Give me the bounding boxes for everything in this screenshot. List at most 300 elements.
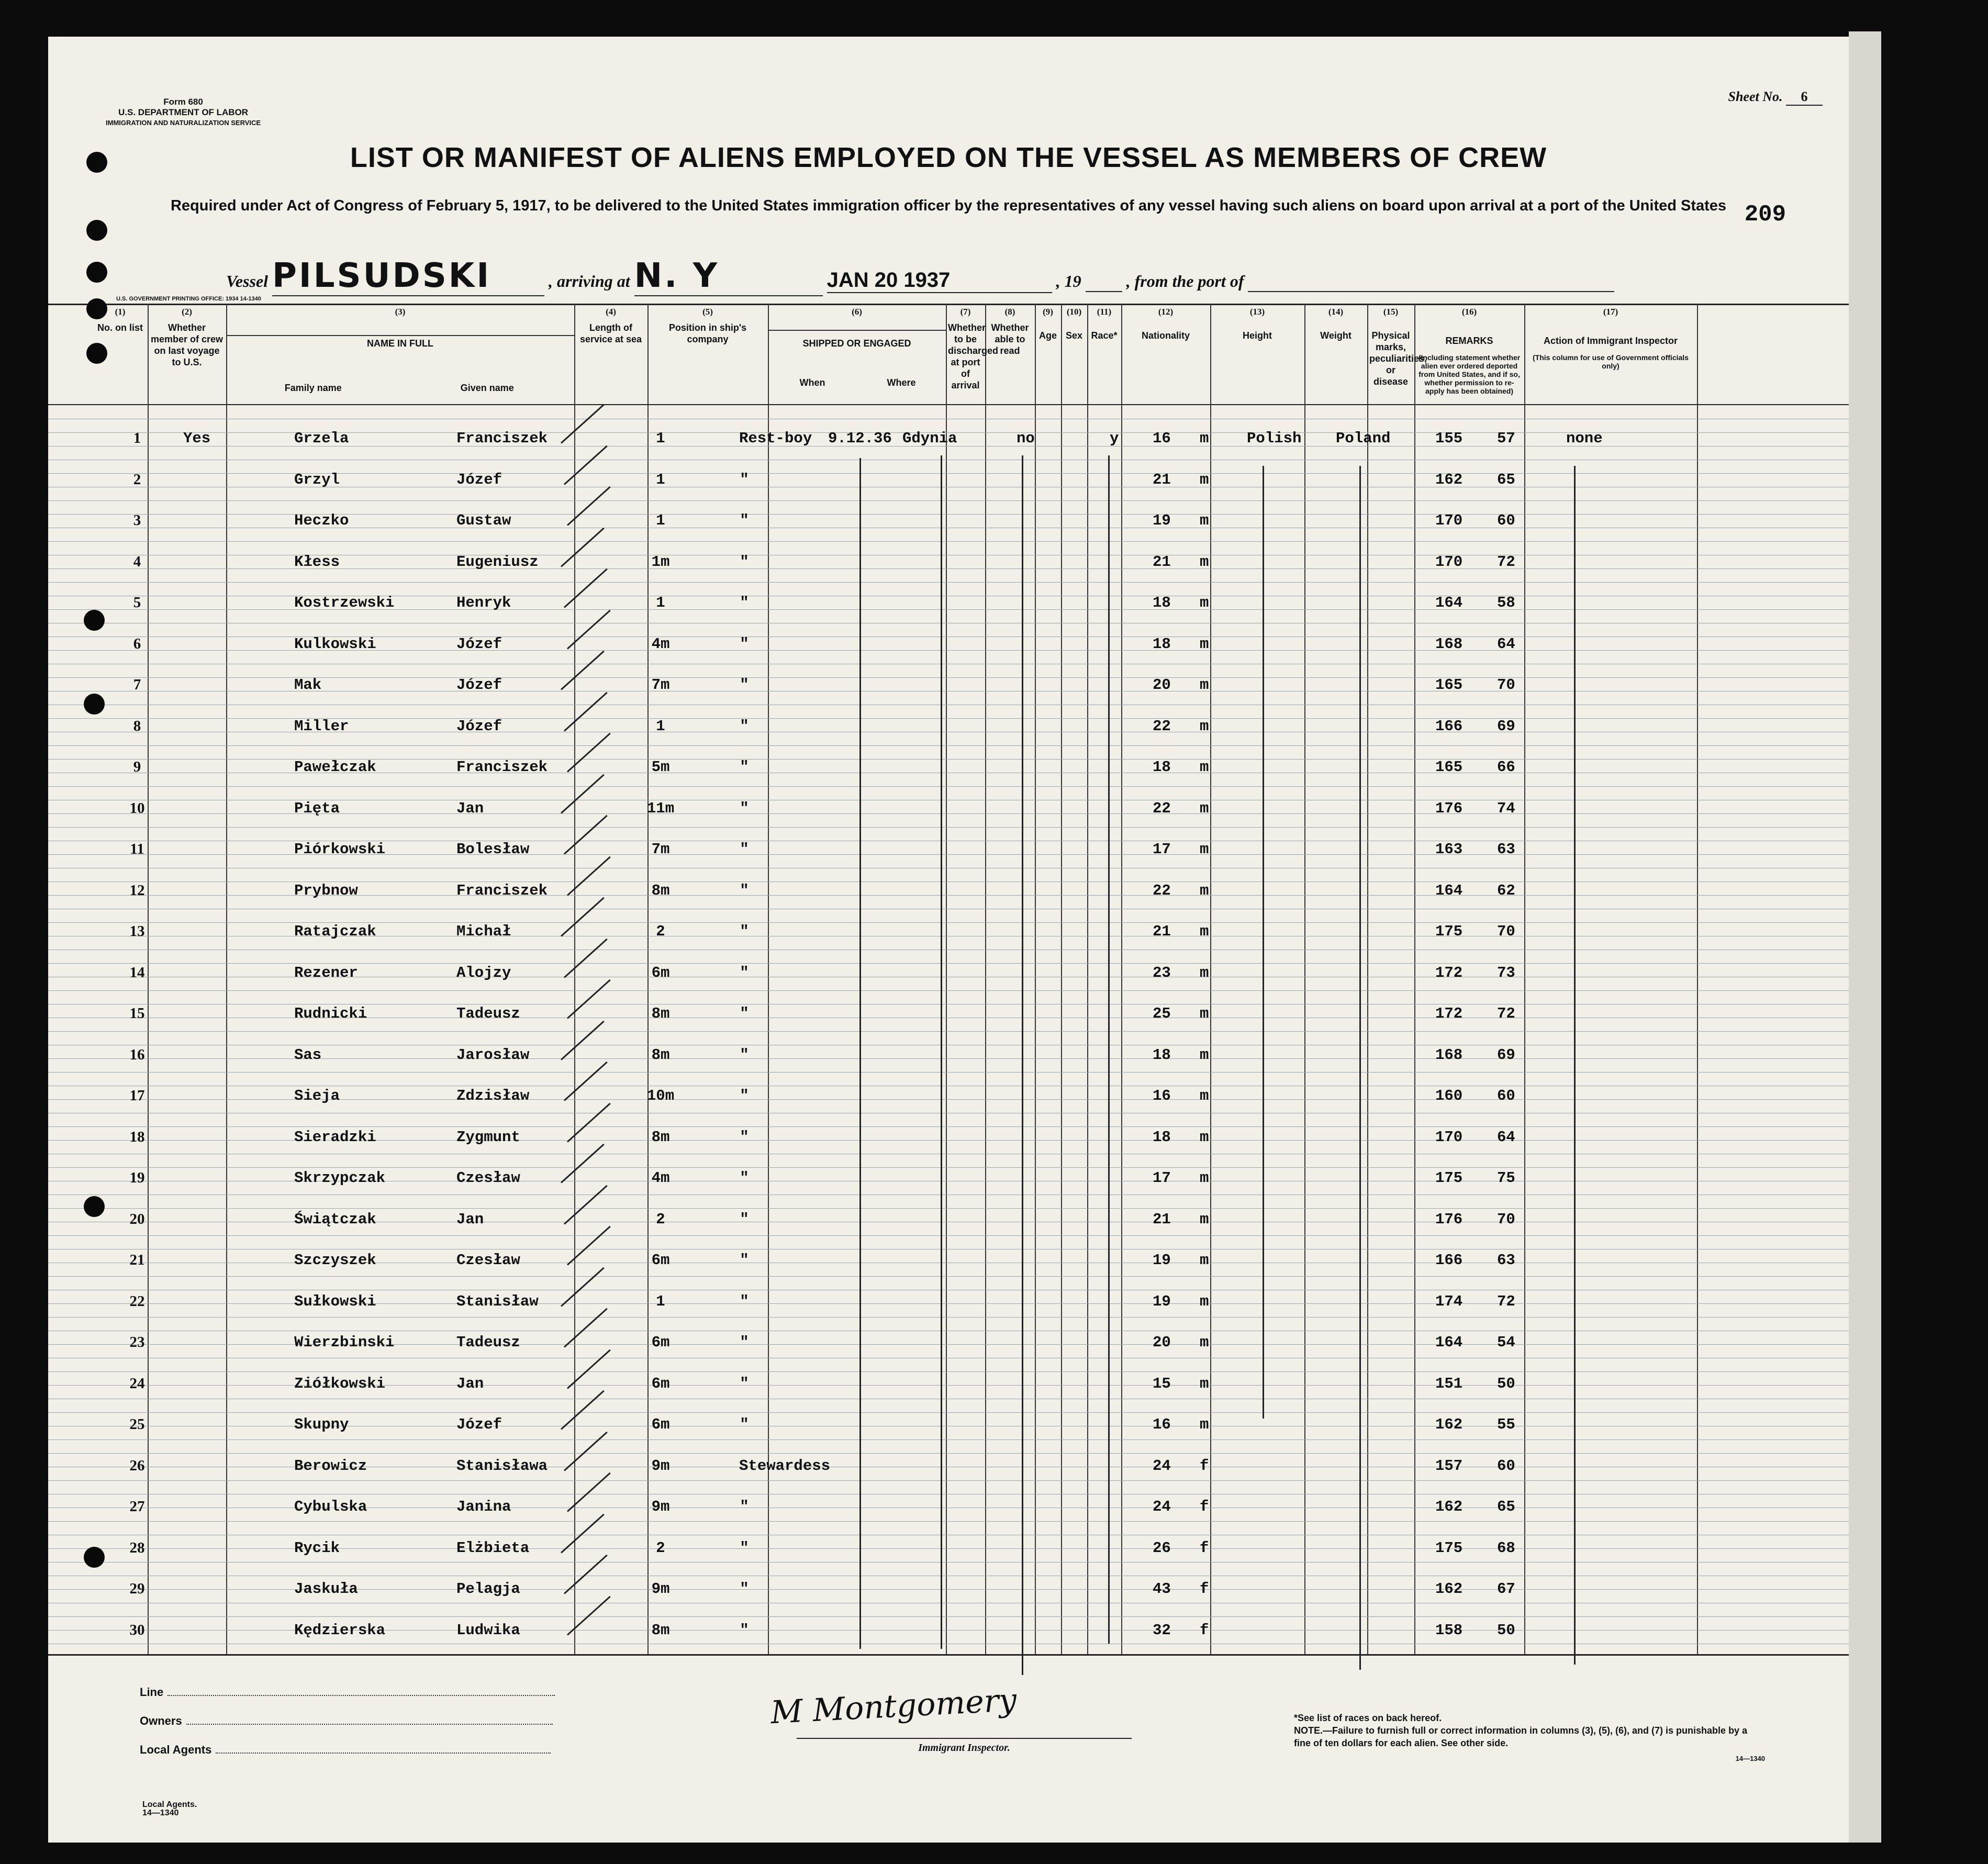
cell-weight: 65 xyxy=(1497,1498,1515,1515)
cell-given: Józef xyxy=(456,471,502,488)
table-row xyxy=(48,498,1849,539)
column-header: Whether able to read xyxy=(991,322,1029,356)
cell-weight: 60 xyxy=(1497,512,1515,529)
table-row xyxy=(48,991,1849,1032)
page-edge xyxy=(1849,31,1881,1843)
cell-age: 21 xyxy=(1153,1210,1171,1228)
cell-family: Cybulska xyxy=(294,1498,367,1515)
cell-no: 17 xyxy=(129,1087,145,1104)
cell-service: 1 xyxy=(656,717,665,735)
cell-given: Tadeusz xyxy=(456,1005,520,1022)
cell-family: Pięta xyxy=(294,799,340,817)
cell-height: 162 xyxy=(1435,1498,1463,1515)
cell-height: 160 xyxy=(1435,1087,1463,1104)
cell-service: 8m xyxy=(651,1046,670,1064)
sheet-number-value: 6 xyxy=(1786,89,1823,106)
cell-service: 6m xyxy=(651,1375,670,1392)
cell-no: 10 xyxy=(129,799,145,817)
cell-age: 16 xyxy=(1153,1416,1171,1433)
cell-sex: m xyxy=(1200,758,1209,776)
column-number: (6) xyxy=(852,307,862,317)
manifest-sheet xyxy=(48,37,1849,1843)
cell-service: 1 xyxy=(656,430,665,447)
cell-weight: 70 xyxy=(1497,1210,1515,1228)
binder-hole xyxy=(84,610,105,631)
cell-height: 170 xyxy=(1435,512,1463,529)
cell-age: 18 xyxy=(1153,758,1171,776)
cell-height: 162 xyxy=(1435,1416,1463,1433)
cell-position: " xyxy=(740,594,749,611)
cell-height: 176 xyxy=(1435,1210,1463,1228)
column-header: Whether to be discharged at port of arrival xyxy=(948,322,999,390)
column-subheader: Given name xyxy=(460,383,514,393)
cell-family: Rycik xyxy=(294,1539,340,1557)
ditto-line xyxy=(941,455,942,1649)
cell-position: " xyxy=(740,799,749,817)
ditto-line xyxy=(1359,466,1361,1670)
binder-hole xyxy=(86,220,107,241)
table-row xyxy=(48,1361,1849,1402)
cell-sex: m xyxy=(1200,1375,1209,1392)
cell-height: 176 xyxy=(1435,799,1463,817)
cell-family: Ratajczak xyxy=(294,923,376,940)
cell-weight: 66 xyxy=(1497,758,1515,776)
cell-sex: m xyxy=(1200,676,1209,694)
cell-age: 18 xyxy=(1153,1046,1171,1064)
ditto-line xyxy=(1574,466,1576,1665)
stamped-page-number: 209 xyxy=(1744,202,1786,228)
column-number: (10) xyxy=(1066,307,1082,317)
cell-position: " xyxy=(740,1621,749,1639)
cell-service: 2 xyxy=(656,923,665,940)
cell-age: 20 xyxy=(1153,1334,1171,1351)
line-field xyxy=(140,1686,555,1699)
table-row xyxy=(48,704,1849,745)
table-row xyxy=(48,1320,1849,1361)
cell-when: 9.12.36 xyxy=(828,430,892,447)
cell-position: " xyxy=(740,1292,749,1310)
cell-service: 1 xyxy=(656,1292,665,1310)
cell-given: Jan xyxy=(456,1210,484,1228)
cell-voyage: Yes xyxy=(183,430,211,447)
cell-height: 165 xyxy=(1435,676,1463,694)
cell-given: Czesław xyxy=(456,1252,520,1269)
cell-family: Sieja xyxy=(294,1087,340,1104)
cell-given: Janina xyxy=(456,1498,511,1515)
column-number: (15) xyxy=(1383,307,1399,317)
cell-height: 175 xyxy=(1435,923,1463,940)
cell-age: 23 xyxy=(1153,964,1171,981)
cell-height: 166 xyxy=(1435,1252,1463,1269)
cell-weight: 60 xyxy=(1497,1087,1515,1104)
table-row xyxy=(48,909,1849,950)
cell-sex: m xyxy=(1200,1087,1209,1104)
cell-weight: 58 xyxy=(1497,594,1515,611)
column-number: (9) xyxy=(1043,307,1053,317)
table-row xyxy=(48,1402,1849,1443)
cell-family: Sułkowski xyxy=(294,1292,376,1310)
cell-sex: m xyxy=(1200,1046,1209,1064)
vessel-line xyxy=(226,256,1614,296)
cell-no: 13 xyxy=(129,923,145,940)
cell-given: Czesław xyxy=(456,1169,520,1187)
cell-no: 27 xyxy=(129,1498,145,1515)
cell-family: Rudnicki xyxy=(294,1005,367,1022)
cell-family: Kędzierska xyxy=(294,1621,386,1639)
cell-service: 6m xyxy=(651,1416,670,1433)
cell-family: Sas xyxy=(294,1046,322,1064)
cell-given: Józef xyxy=(456,1416,502,1433)
cell-age: 21 xyxy=(1153,923,1171,940)
table-row xyxy=(48,1608,1849,1649)
footnotes xyxy=(1294,1712,1765,1765)
column-number: (11) xyxy=(1097,307,1112,317)
cell-no: 11 xyxy=(130,841,144,857)
cell-given: Eugeniusz xyxy=(456,553,539,571)
cell-service: 1 xyxy=(656,594,665,611)
cell-sex: m xyxy=(1200,594,1209,611)
cell-height: 164 xyxy=(1435,594,1463,611)
cell-position: " xyxy=(740,841,749,858)
cell-sex: m xyxy=(1200,841,1209,858)
cell-height: 163 xyxy=(1435,841,1463,858)
cell-sex: f xyxy=(1200,1621,1209,1639)
column-number: (3) xyxy=(395,307,406,317)
owners-label: Owners xyxy=(140,1714,182,1727)
cell-sex: m xyxy=(1200,1416,1209,1433)
vessel-label: Vessel xyxy=(226,272,268,291)
cell-no: 8 xyxy=(133,717,141,734)
cell-height: 168 xyxy=(1435,1046,1463,1064)
column-header: Length of service at sea xyxy=(579,322,642,344)
cell-height: 164 xyxy=(1435,1334,1463,1351)
document-title: LIST OR MANIFEST OF ALIENS EMPLOYED ON THE VESSEL AS MEMBERS OF CREW xyxy=(350,142,1547,173)
cell-no: 3 xyxy=(133,512,141,529)
sheet-number xyxy=(1728,89,1823,106)
subheader-rule xyxy=(768,330,946,331)
binder-hole xyxy=(86,298,107,319)
cell-age: 43 xyxy=(1153,1580,1171,1598)
cell-sex: m xyxy=(1200,1210,1209,1228)
cell-position: " xyxy=(740,1539,749,1557)
cell-height: 157 xyxy=(1435,1457,1463,1475)
cell-family: Wierzbinski xyxy=(294,1334,395,1351)
cell-weight: 63 xyxy=(1497,841,1515,858)
cell-service: 8m xyxy=(651,1005,670,1022)
cell-age: 26 xyxy=(1153,1539,1171,1557)
cell-service: 2 xyxy=(656,1539,665,1557)
cell-weight: 54 xyxy=(1497,1334,1515,1351)
column-number: (12) xyxy=(1158,307,1174,317)
department-name: U.S. DEPARTMENT OF LABOR xyxy=(118,107,249,117)
bottom-stamp xyxy=(142,1801,197,1817)
cell-race: Polish xyxy=(1247,430,1302,447)
cell-sex: f xyxy=(1200,1539,1209,1557)
cell-age: 32 xyxy=(1153,1621,1171,1639)
cell-height: 162 xyxy=(1435,1580,1463,1598)
cell-no: 29 xyxy=(129,1580,145,1597)
cell-weight: 62 xyxy=(1497,881,1515,899)
cell-given: Michał xyxy=(456,923,511,940)
binder-hole xyxy=(84,1196,105,1217)
cell-given: Stanisława xyxy=(456,1457,548,1475)
cell-age: 25 xyxy=(1153,1005,1171,1022)
cell-no: 18 xyxy=(129,1128,145,1145)
cell-given: Franciszek xyxy=(456,430,548,447)
cell-family: Kulkowski xyxy=(294,635,376,653)
cell-given: Józef xyxy=(456,717,502,735)
cell-no: 4 xyxy=(133,553,141,570)
cell-weight: 69 xyxy=(1497,717,1515,735)
cell-weight: 72 xyxy=(1497,553,1515,571)
cell-no: 19 xyxy=(129,1169,145,1186)
binder-hole xyxy=(86,343,107,364)
column-number: (14) xyxy=(1328,307,1344,317)
cell-position: " xyxy=(740,1416,749,1433)
local-agents-label: Local Agents xyxy=(140,1743,212,1756)
column-number: (2) xyxy=(182,307,192,317)
cell-given: Zygmunt xyxy=(456,1128,520,1146)
cell-height: 164 xyxy=(1435,881,1463,899)
column-header: Position in ship's company xyxy=(668,322,747,344)
cell-weight: 64 xyxy=(1497,1128,1515,1146)
ditto-line xyxy=(1263,466,1264,1419)
cell-no: 2 xyxy=(133,471,141,488)
cell-sex: m xyxy=(1200,923,1209,940)
column-subheader: When xyxy=(799,377,825,388)
cell-service: 1 xyxy=(656,512,665,529)
cell-service: 6m xyxy=(651,1334,670,1351)
table-row xyxy=(48,1074,1849,1114)
column-header: Nationality xyxy=(1141,330,1190,341)
cell-family: Szczyszek xyxy=(294,1252,376,1269)
printing-office-line: U.S. GOVERNMENT PRINTING OFFICE: 1934 14-1340 xyxy=(116,296,261,302)
cell-weight: 63 xyxy=(1497,1252,1515,1269)
cell-sex: m xyxy=(1200,553,1209,571)
local-agents-field xyxy=(140,1743,551,1757)
table-row xyxy=(48,1526,1849,1567)
form-number: Form 680 xyxy=(163,97,203,107)
cell-given: Jan xyxy=(456,799,484,817)
cell-position: " xyxy=(740,1252,749,1269)
cell-given: Zdzisław xyxy=(456,1087,530,1104)
cell-service: 6m xyxy=(651,1252,670,1269)
cell-given: Stanisław xyxy=(456,1292,539,1310)
cell-family: Ziółkowski xyxy=(294,1375,386,1392)
table-row xyxy=(48,1197,1849,1238)
table-row xyxy=(48,1156,1849,1197)
cell-weight: 70 xyxy=(1497,676,1515,694)
cell-height: 158 xyxy=(1435,1621,1463,1639)
cell-age: 19 xyxy=(1153,512,1171,529)
cell-no: 5 xyxy=(133,594,141,611)
cell-given: Gustaw xyxy=(456,512,511,529)
cell-given: Bolesław xyxy=(456,841,530,858)
table-row xyxy=(48,581,1849,621)
binder-hole xyxy=(84,1547,105,1568)
cell-sex: m xyxy=(1200,1128,1209,1146)
line-label: Line xyxy=(140,1686,164,1699)
cell-sex: m xyxy=(1200,512,1209,529)
cell-family: Kostrzewski xyxy=(294,594,395,611)
inspector-signature: M Montgomery xyxy=(769,1681,1018,1732)
table-row xyxy=(48,416,1849,457)
cell-height: 174 xyxy=(1435,1292,1463,1310)
cell-weight: 60 xyxy=(1497,1457,1515,1475)
cell-position: " xyxy=(740,1580,749,1598)
cell-family: Prybnow xyxy=(294,881,358,899)
cell-service: 4m xyxy=(651,1169,670,1187)
cell-service: 4m xyxy=(651,635,670,653)
cell-service: 7m xyxy=(651,841,670,858)
table-row xyxy=(48,1484,1849,1525)
column-header: Race* xyxy=(1091,330,1118,341)
column-number: (13) xyxy=(1249,307,1265,317)
cell-given: Józef xyxy=(456,676,502,694)
cell-age: 17 xyxy=(1153,841,1171,858)
cell-weight: 50 xyxy=(1497,1375,1515,1392)
cell-family: Miller xyxy=(294,717,349,735)
cell-weight: 74 xyxy=(1497,799,1515,817)
cell-position: " xyxy=(740,1169,749,1187)
table-row xyxy=(48,951,1849,991)
cell-age: 22 xyxy=(1153,881,1171,899)
cell-no: 1 xyxy=(133,430,141,447)
cell-service: 9m xyxy=(651,1580,670,1598)
cell-position: " xyxy=(740,553,749,571)
cell-position: " xyxy=(740,471,749,488)
cell-no: 14 xyxy=(129,964,145,981)
cell-family: Skrzypczak xyxy=(294,1169,386,1187)
cell-no: 12 xyxy=(129,881,145,899)
cell-discharged: no xyxy=(1017,430,1035,447)
cell-service: 2 xyxy=(656,1210,665,1228)
cell-service: 7m xyxy=(651,676,670,694)
cell-weight: 50 xyxy=(1497,1621,1515,1639)
cell-height: 172 xyxy=(1435,964,1463,981)
cell-weight: 68 xyxy=(1497,1539,1515,1557)
cell-sex: m xyxy=(1200,964,1209,981)
cell-weight: 73 xyxy=(1497,964,1515,981)
table-row xyxy=(48,868,1849,909)
bottom-agents-label: Local Agents. xyxy=(142,1800,197,1809)
cell-given: Franciszek xyxy=(456,881,548,899)
cell-age: 21 xyxy=(1153,553,1171,571)
cell-height: 168 xyxy=(1435,635,1463,653)
cell-age: 19 xyxy=(1153,1292,1171,1310)
column-number: (1) xyxy=(115,307,126,317)
cell-height: 151 xyxy=(1435,1375,1463,1392)
document-subtitle: Required under Act of Congress of February 5, 1917, to be delivered to the United States immigration officer by the representatives of any vessel having such aliens on board upon arrival at a port of the United States xyxy=(170,197,1727,214)
bottom-form-code: 14—1340 xyxy=(142,1809,179,1817)
cell-service: 1 xyxy=(656,471,665,488)
table-row xyxy=(48,1033,1849,1074)
cell-sex: m xyxy=(1200,430,1209,447)
cell-weight: 69 xyxy=(1497,1046,1515,1064)
cell-position: " xyxy=(740,717,749,735)
cell-family: Sieradzki xyxy=(294,1128,376,1146)
cell-age: 19 xyxy=(1153,1252,1171,1269)
cell-family: Świątczak xyxy=(294,1210,376,1228)
table-row xyxy=(48,1115,1849,1156)
cell-no: 26 xyxy=(129,1457,145,1474)
column-header: Whether member of crew on last voyage to U.S. xyxy=(150,322,224,367)
cell-service: 9m xyxy=(651,1457,670,1475)
arrival-date-stamp: JAN 20 1937 xyxy=(827,269,1052,293)
cell-position: " xyxy=(740,1210,749,1228)
column-subheader: Family name xyxy=(284,383,342,393)
cell-sex: f xyxy=(1200,1498,1209,1515)
cell-family: Mak xyxy=(294,676,322,694)
cell-position: " xyxy=(740,1087,749,1104)
cell-position: " xyxy=(740,1334,749,1351)
table-row xyxy=(48,786,1849,827)
cell-age: 22 xyxy=(1153,799,1171,817)
cell-service: 1m xyxy=(651,553,670,571)
table-row xyxy=(48,1279,1849,1320)
cell-service: 11m xyxy=(646,799,675,817)
column-header: Weight xyxy=(1320,330,1352,341)
cell-no: 24 xyxy=(129,1375,145,1392)
year-label: , 19 xyxy=(1056,272,1081,291)
cell-given: Alojzy xyxy=(456,964,511,981)
cell-age: 20 xyxy=(1153,676,1171,694)
cell-sex: m xyxy=(1200,1252,1209,1269)
table-row xyxy=(48,745,1849,786)
sheet-number-label: Sheet No. xyxy=(1728,89,1783,104)
form-code: 14—1340 xyxy=(1735,1755,1765,1762)
cell-service: 8m xyxy=(651,881,670,899)
cell-given: Elżbieta xyxy=(456,1539,530,1557)
cell-position: " xyxy=(740,964,749,981)
column-subheader: Where xyxy=(887,377,916,388)
inspector-label: Immigrant Inspector. xyxy=(797,1738,1132,1754)
cell-position: " xyxy=(740,635,749,653)
table-row xyxy=(48,1567,1849,1608)
cell-given: Jan xyxy=(456,1375,484,1392)
cell-weight: 70 xyxy=(1497,923,1515,940)
cell-age: 18 xyxy=(1153,594,1171,611)
cell-family: Rezener xyxy=(294,964,358,981)
cell-no: 9 xyxy=(133,758,141,775)
cell-position: Rest-boy xyxy=(739,430,812,447)
cell-family: Pawełczak xyxy=(294,758,376,776)
cell-position: " xyxy=(740,676,749,694)
cell-weight: 67 xyxy=(1497,1580,1515,1598)
cell-service: 8m xyxy=(651,1621,670,1639)
cell-position: " xyxy=(740,1005,749,1022)
cell-family: Kłess xyxy=(294,553,340,571)
cell-age: 18 xyxy=(1153,635,1171,653)
form-identifier xyxy=(106,97,261,128)
cell-service: 5m xyxy=(651,758,670,776)
cell-position: " xyxy=(740,512,749,529)
table-row xyxy=(48,663,1849,704)
header-bottom-rule xyxy=(48,404,1849,405)
cell-weight: 64 xyxy=(1497,635,1515,653)
cell-height: 166 xyxy=(1435,717,1463,735)
cell-sex: m xyxy=(1200,635,1209,653)
column-number: (8) xyxy=(1004,307,1015,317)
cell-no: 25 xyxy=(129,1416,145,1433)
binder-hole xyxy=(86,262,107,283)
cell-read: y xyxy=(1110,430,1119,447)
cell-given: Henryk xyxy=(456,594,511,611)
cell-weight: 72 xyxy=(1497,1005,1515,1022)
cell-position: " xyxy=(740,923,749,940)
cell-service: 8m xyxy=(651,1128,670,1146)
cell-position: " xyxy=(740,1046,749,1064)
